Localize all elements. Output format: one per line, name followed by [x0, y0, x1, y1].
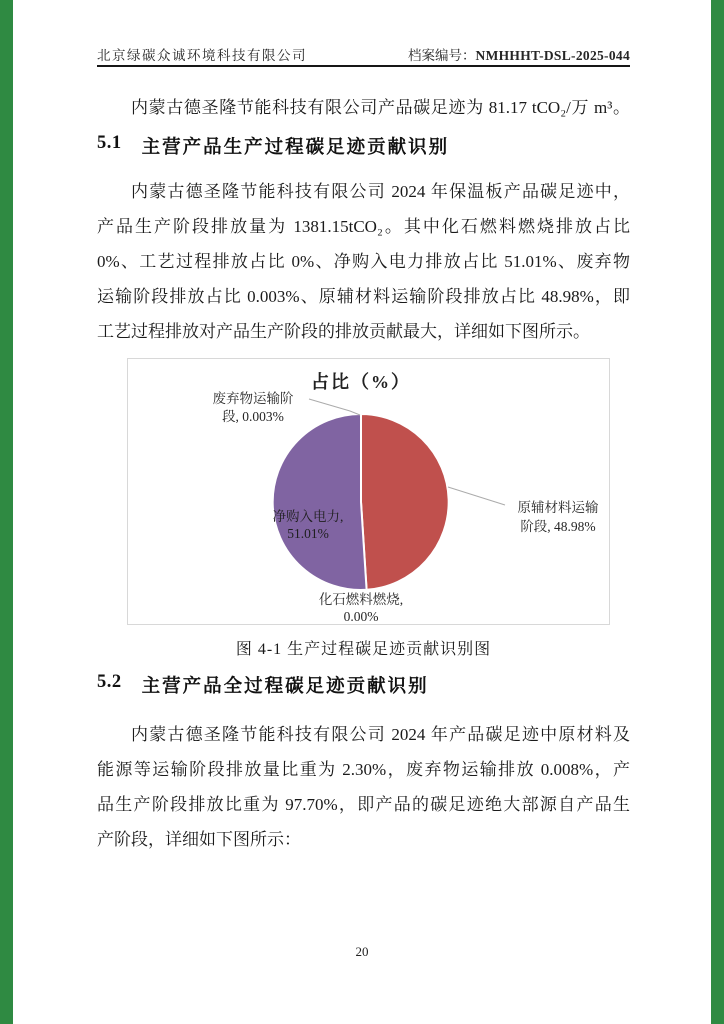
figure-caption: 图 4-1 生产过程碳足迹贡献识别图 — [235, 641, 492, 658]
pie-chart — [127, 358, 610, 625]
label-electricity-line2: 51.01% — [287, 526, 329, 541]
paragraph-line: 0%、工艺过程排放占比 0%、净购入电力排放占比 51.01%、废弃物 — [97, 252, 630, 271]
header-divider — [97, 65, 630, 67]
pie-slice-purchased-electricity — [273, 414, 367, 590]
header-company-name: 北京绿碳众诚环境科技有限公司 — [97, 48, 307, 63]
paragraph-line: 运输阶段排放占比 0.003%、原辅材料运输阶段排放占比 48.98%，即 — [97, 287, 630, 306]
pie-chart-canvas — [128, 359, 609, 624]
page-number: 20 — [355, 944, 369, 959]
intro-paragraph — [97, 90, 630, 125]
paragraph-line: 产阶段，详细如下图所示： — [97, 830, 301, 849]
section-number: 5.2 — [97, 672, 122, 692]
chart-title: 占比（%） — [311, 372, 411, 392]
header-archive-number — [408, 44, 630, 64]
section-title: 主营产品全过程碳足迹贡献识别 — [141, 677, 429, 697]
section-title: 主营产品生产过程碳足迹贡献识别 — [141, 138, 450, 158]
label-fossil-fuel-line1: 化石燃料燃烧, — [318, 592, 404, 607]
paragraph-line: 产品生产阶段排放量为 1381.15tCO₂。其中化石燃料燃烧排放占比 — [97, 217, 630, 236]
paragraph-line: 工艺过程排放对产品生产阶段的排放贡献最大，详细如下图所示。 — [97, 322, 590, 341]
paragraph-line: 内蒙古德圣隆节能科技有限公司 2024 年产品碳足迹中原材料及 — [131, 725, 630, 744]
archive-label: 档案编号： — [408, 48, 476, 63]
label-materials-line1: 原辅材料运输 — [517, 500, 599, 515]
paragraph-line: 能源等运输阶段排放量比重为 2.30%，废弃物运输排放 0.008%，产 — [97, 760, 630, 779]
leader-line-waste — [309, 399, 360, 415]
label-fossil-fuel-line2: 0.00% — [343, 609, 379, 624]
section-5-2-paragraph — [97, 717, 630, 857]
leader-line-materials — [448, 487, 505, 505]
intro-line: 内蒙古德圣隆节能科技有限公司产品碳足迹为 81.17 tCO₂/万 m³。 — [131, 98, 630, 117]
paragraph-line: 品生产阶段排放比重为 97.70%，即产品的碳足迹绝大部源自产品生 — [97, 795, 630, 814]
label-waste-transport-line1: 废弃物运输阶 — [212, 391, 294, 406]
page-header — [97, 44, 630, 64]
section-5-1-paragraph — [97, 174, 630, 349]
paragraph-line: 内蒙古德圣隆节能科技有限公司 2024 年保温板产品碳足迹中， — [131, 182, 630, 201]
section-5-2-heading — [97, 672, 429, 698]
section-number: 5.1 — [97, 133, 122, 153]
label-electricity-line1: 净购入电力, — [272, 509, 344, 524]
section-5-1-heading — [97, 133, 449, 159]
label-waste-transport-line2: 段, 0.003% — [222, 409, 284, 424]
label-materials-line2: 阶段, 48.98% — [520, 519, 596, 534]
page-edge-right — [711, 0, 724, 1024]
archive-value: NMHHHT-DSL-2025-044 — [475, 48, 630, 63]
pie-slice-raw-materials-transport — [361, 414, 449, 590]
page-edge-left — [0, 0, 13, 1024]
